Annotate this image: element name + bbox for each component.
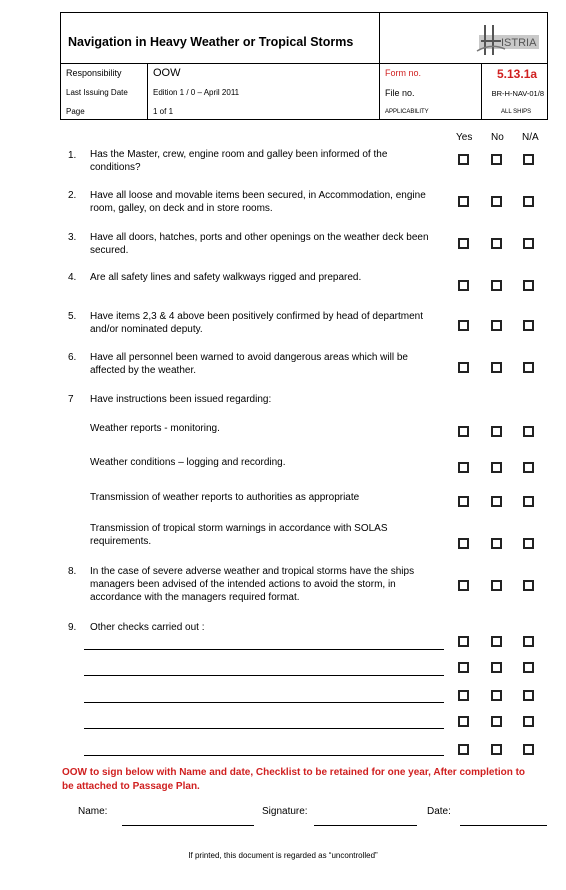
instruction-line: be attached to Passage Plan. [62, 781, 200, 792]
checkbox-no[interactable] [491, 716, 502, 727]
file-no-label: File no. [385, 88, 415, 98]
checkbox-no[interactable] [491, 496, 502, 507]
last-issuing-value: Edition 1 / 0 – April 2011 [153, 88, 240, 97]
question-text [90, 148, 387, 174]
question-text [90, 522, 388, 548]
write-in-line[interactable] [84, 675, 444, 676]
question-number: 7 [68, 394, 74, 405]
checkbox-na[interactable] [523, 362, 534, 373]
question-number: 1. [68, 150, 77, 161]
column-no-header: No [491, 132, 504, 143]
uncontrolled-note: If printed, this document is regarded as “uncontrolled” [188, 851, 378, 860]
checkbox-no[interactable] [491, 462, 502, 473]
question-line: In the case of severe adverse weather and tropical storms have the ships [90, 566, 415, 577]
question-text [90, 393, 271, 406]
write-in-line[interactable] [84, 649, 444, 650]
question-line: Other checks carried out : [90, 622, 205, 633]
checkbox-no[interactable] [491, 154, 502, 165]
question-number: 9. [68, 622, 77, 633]
checkbox-yes[interactable] [458, 280, 469, 291]
checkbox-yes[interactable] [458, 538, 469, 549]
question-text [90, 351, 408, 377]
page-value: 1 of 1 [153, 107, 174, 116]
question-line: Weather conditions – logging and recording. [90, 457, 286, 468]
write-in-line[interactable] [84, 728, 444, 729]
checkbox-yes[interactable] [458, 154, 469, 165]
checkbox-yes[interactable] [458, 690, 469, 701]
header-divider [61, 63, 547, 64]
header-divider [147, 63, 148, 119]
responsibility-label: Responsibility [66, 68, 122, 78]
checkbox-no[interactable] [491, 362, 502, 373]
question-line: secured. [90, 245, 129, 256]
question-line: conditions? [90, 162, 141, 173]
question-number: 6. [68, 352, 77, 363]
question-text [90, 271, 361, 284]
responsibility-value: OOW [153, 67, 181, 79]
question-text [90, 189, 426, 215]
applicability-label: APPLICABILITY [385, 109, 429, 115]
column-yes-header: Yes [456, 132, 473, 143]
form-header [60, 12, 548, 120]
question-text [90, 422, 220, 435]
question-line: Transmission of tropical storm warnings in accordance with SOLAS [90, 523, 388, 534]
checkbox-yes[interactable] [458, 196, 469, 207]
checkbox-na[interactable] [523, 662, 534, 673]
question-line: and/or nominated deputy. [90, 324, 203, 335]
checkbox-no[interactable] [491, 196, 502, 207]
question-line: Have all doors, hatches, ports and other openings on the weather deck been [90, 232, 429, 243]
question-line: affected by the weather. [90, 365, 197, 376]
checkbox-na[interactable] [523, 496, 534, 507]
checkbox-no[interactable] [491, 280, 502, 291]
checkbox-na[interactable] [523, 154, 534, 165]
checkbox-no[interactable] [491, 538, 502, 549]
checkbox-yes[interactable] [458, 716, 469, 727]
instruction-line: OOW to sign below with Name and date, Checklist to be retained for one year, After completion to [62, 767, 526, 778]
checkbox-yes[interactable] [458, 462, 469, 473]
question-line: Have all personnel been warned to avoid dangerous areas which will be [90, 352, 408, 363]
file-no-value: BR-H-NAV-01/8 [491, 89, 544, 98]
checkbox-no[interactable] [491, 238, 502, 249]
question-text [90, 565, 414, 604]
question-line: Have items 2,3 & 4 above been positively confirmed by head of department [90, 311, 423, 322]
checkbox-no[interactable] [491, 662, 502, 673]
checkbox-no[interactable] [491, 320, 502, 331]
checkbox-yes[interactable] [458, 580, 469, 591]
question-number: 8. [68, 566, 77, 577]
question-text [90, 231, 429, 257]
date-field[interactable] [460, 825, 547, 826]
question-line: Transmission of weather reports to authorities as appropriate [90, 492, 360, 503]
question-line: Are all safety lines and safety walkways rigged and prepared. [90, 272, 362, 283]
checkbox-yes[interactable] [458, 426, 469, 437]
checkbox-yes[interactable] [458, 744, 469, 755]
checkbox-na[interactable] [523, 744, 534, 755]
question-text [90, 456, 286, 469]
question-line: managers been advised of the intended actions to avoid the storm, in [90, 579, 396, 590]
name-field[interactable] [122, 825, 254, 826]
checkbox-na[interactable] [523, 426, 534, 437]
question-line: Has the Master, crew, engine room and galley been informed of the [90, 149, 388, 160]
applicability-value: ALL SHIPS [501, 109, 532, 115]
question-number: 3. [68, 232, 77, 243]
checkbox-no[interactable] [491, 426, 502, 437]
logo-text: ISTRIA [501, 37, 537, 49]
checkbox-na[interactable] [523, 320, 534, 331]
question-number: 5. [68, 311, 77, 322]
checkbox-no[interactable] [491, 690, 502, 701]
signing-instruction [62, 766, 552, 794]
question-number: 2. [68, 190, 77, 201]
question-text [90, 310, 423, 336]
checkbox-no[interactable] [491, 580, 502, 591]
checkbox-na[interactable] [523, 196, 534, 207]
date-label: Date: [427, 806, 451, 817]
header-divider [379, 13, 380, 119]
write-in-line[interactable] [84, 755, 444, 756]
question-line: Have all loose and movable items been secured, in Accommodation, engine [90, 190, 426, 201]
checkbox-no[interactable] [491, 636, 502, 647]
checkbox-yes[interactable] [458, 636, 469, 647]
checkbox-na[interactable] [523, 462, 534, 473]
checkbox-yes[interactable] [458, 320, 469, 331]
question-line: requirements. [90, 536, 152, 547]
question-text [90, 621, 205, 634]
checkbox-yes[interactable] [458, 362, 469, 373]
question-line: Weather reports - monitoring. [90, 423, 220, 434]
checkbox-no[interactable] [491, 744, 502, 755]
form-no-label: Form no. [385, 68, 422, 78]
checkbox-na[interactable] [523, 636, 534, 647]
form-title: Navigation in Heavy Weather or Tropical Storms [68, 35, 354, 49]
checkbox-yes[interactable] [458, 496, 469, 507]
checkbox-na[interactable] [523, 716, 534, 727]
write-in-line[interactable] [84, 702, 444, 703]
column-na-header: N/A [522, 132, 539, 143]
question-line: accordance with the managers required format. [90, 592, 300, 603]
question-number: 4. [68, 272, 77, 283]
checkbox-na[interactable] [523, 538, 534, 549]
question-line: Have instructions been issued regarding: [90, 394, 272, 405]
checkbox-yes[interactable] [458, 238, 469, 249]
name-label: Name: [78, 806, 108, 817]
signature-label: Signature: [262, 806, 308, 817]
signature-field[interactable] [314, 825, 417, 826]
question-line: room, galley, on deck and in store rooms. [90, 203, 273, 214]
page-label: Page [66, 107, 85, 116]
checkbox-na[interactable] [523, 690, 534, 701]
checkbox-yes[interactable] [458, 662, 469, 673]
checkbox-na[interactable] [523, 580, 534, 591]
question-text [90, 491, 359, 504]
company-logo [471, 21, 547, 59]
last-issuing-label: Last Issuing Date [66, 88, 128, 97]
checkbox-na[interactable] [523, 238, 534, 249]
checkbox-na[interactable] [523, 280, 534, 291]
form-no-value: 5.13.1a [497, 67, 538, 81]
